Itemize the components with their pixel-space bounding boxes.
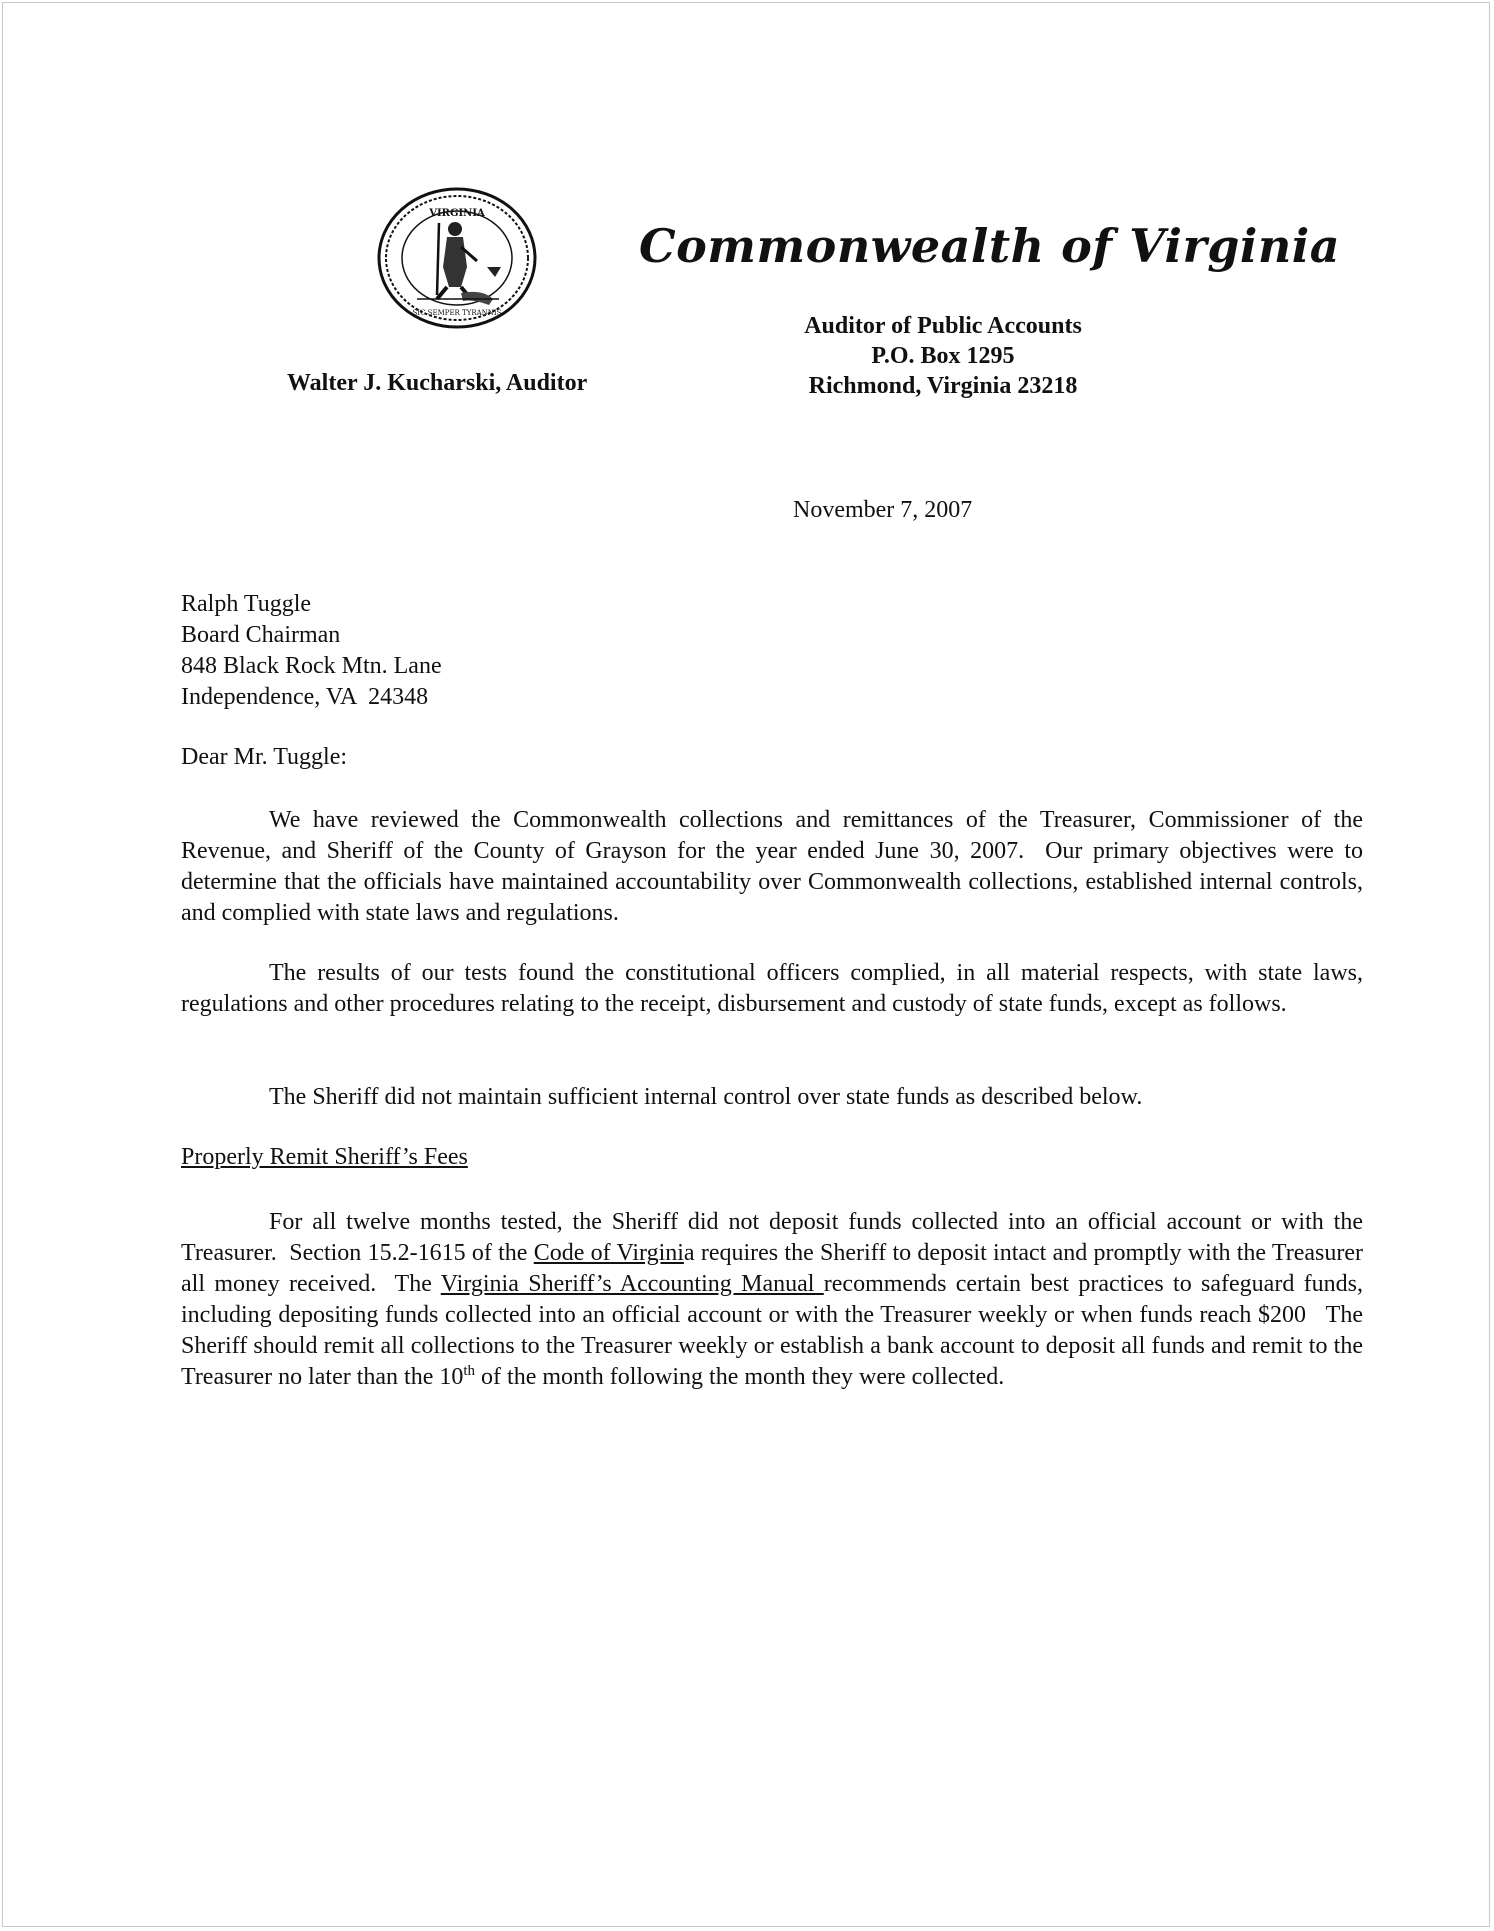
commonwealth-wordmark: Commonwealth of Virginia [639,219,1341,273]
sheriff-manual-ref: Virginia Sheriff’s Accounting Manual [440,1271,824,1297]
letter-page [2,2,1490,1927]
virginia-seal-icon [377,187,537,329]
recipient-address [181,589,442,713]
body-paragraph-2: The results of our tests found the constitutional officers complied, in all material respects, with state laws, regulations and other procedures relating to the receipt, disbursement and custody of state funds, except as follows. [181,960,1363,1017]
auditor-name: Walter J. Kucharski, Auditor [287,370,588,396]
section-heading: Properly Remit Sheriff’s Fees [181,1144,468,1170]
recipient-title: Board Chairman [181,622,341,648]
p4-superscript: th [463,1363,476,1379]
office-name: Auditor of Public Accounts [804,313,1082,339]
p4-text-a: For all twelve months tested, the Sheriff did not deposit funds collected into an official account or with the Treasurer. Section 15.2-1615 of the [181,1209,1369,1266]
body-paragraph-1: We have reviewed the Commonwealth collections and remittances of the Treasurer, Commissioner of the Revenue, and Sheriff of the County of Grayson for the year ended June 30, 2007. Our primary objectives were to determine that the officials have maintained accountability over Commonwealth collections, established internal controls, and complied with state laws and regulations. [181,807,1369,926]
recipient-city: Independence, VA 24348 [181,684,429,710]
office-address-block [763,311,1123,401]
p4-text-c: recommends certain best practices to safeguard funds, including depositing funds collected into an official account or with the Treasurer weekly or when funds reach $200 The Sheriff should remit all collections to the Treasurer weekly or establish a bank account to deposit all funds and remit to the Treasurer no later than the 10 [181,1271,1369,1390]
letter-date: November 7, 2007 [793,497,973,523]
salutation: Dear Mr. Tuggle: [181,744,348,770]
body-paragraph-3: The Sheriff did not maintain sufficient internal control over state funds as described below. [269,1084,1143,1110]
seal-motto-text: SIC SEMPER TYRANNIS [412,309,502,317]
seal-top-text: VIRGINIA [429,208,485,219]
body-paragraph-4 [181,1207,1370,1393]
recipient-name: Ralph Tuggle [181,591,312,617]
p4-text-d: of the month following the month they were collected. [475,1364,1005,1390]
office-city: Richmond, Virginia 23218 [808,373,1078,399]
code-of-virginia-ref: Code of Virgini [533,1240,684,1266]
p4-text-b: a requires the Sheriff to deposit intact and promptly with the Treasurer all money received. The [181,1240,1370,1297]
office-po-box: P.O. Box 1295 [871,343,1015,369]
recipient-street: 848 Black Rock Mtn. Lane [181,653,442,679]
